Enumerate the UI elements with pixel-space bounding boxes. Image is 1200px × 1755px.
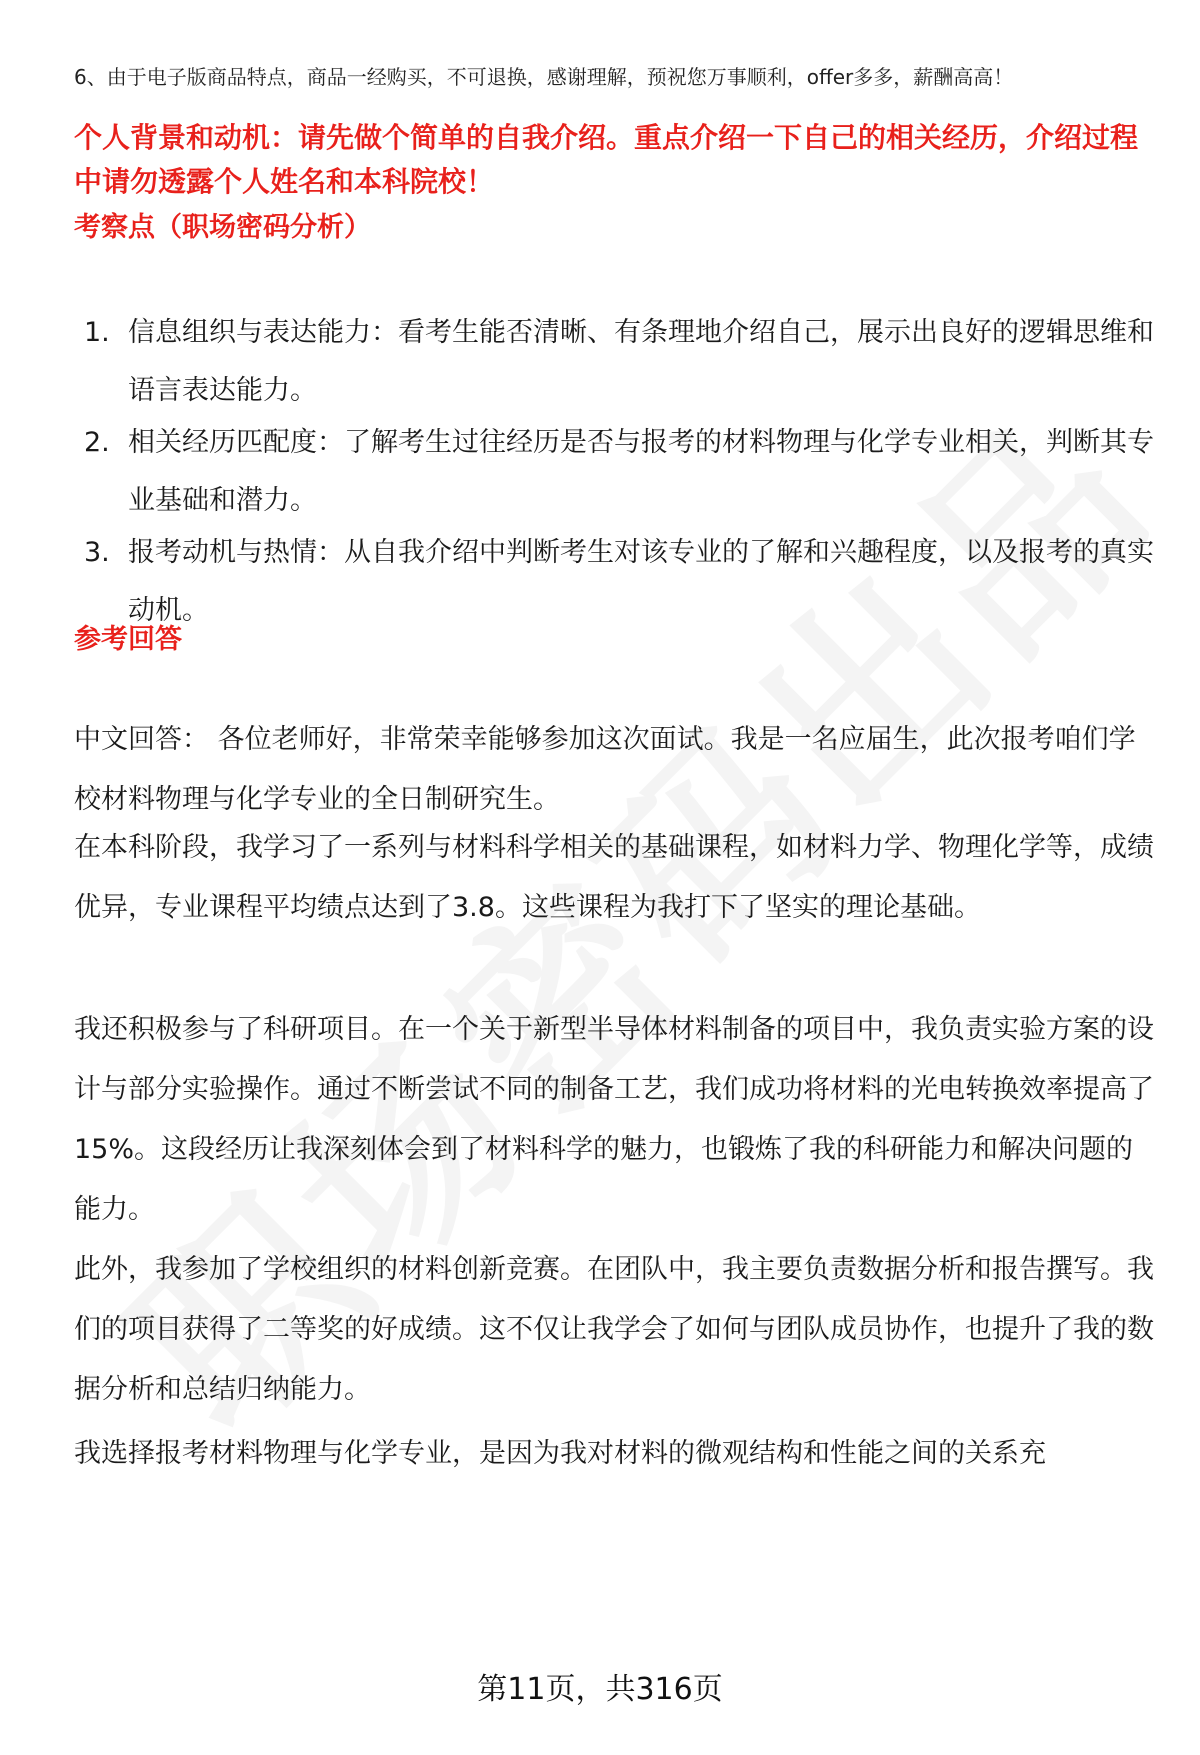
key-point-item — [74, 414, 1154, 530]
key-point-number: 3. — [84, 537, 110, 568]
reference-answer-heading: 参考回答 — [74, 624, 182, 655]
answer-paragraph: 在本科阶段，我学习了一系列与材料科学相关的基础课程，如材料力学、物理化学等，成绩优异，专业课程平均绩点达到了3.8。这些课程为我打下了坚实的理论基础。 — [74, 832, 1154, 923]
key-point-item — [74, 524, 1154, 640]
answer-paragraph: 我选择报考材料物理与化学专业，是因为我对材料的微观结构和性能之间的关系充 — [74, 1438, 1046, 1469]
key-points-list — [74, 304, 1154, 640]
key-point-text: 信息组织与表达能力：看考生能否清晰、有条理地介绍自己，展示出良好的逻辑思维和语言表达能力。 — [128, 317, 1154, 406]
page-number-footer: 第11页，共316页 — [477, 1672, 723, 1707]
question-title: 个人背景和动机：请先做个简单的自我介绍。重点介绍一下自己的相关经历，介绍过程中请勿透露个人姓名和本科院校！ — [74, 121, 1139, 198]
key-point-text: 报考动机与热情：从自我介绍中判断考生对该专业的了解和兴趣程度，以及报考的真实动机。 — [128, 537, 1154, 626]
key-points-heading: 考察点（职场密码分析） — [74, 212, 371, 243]
key-point-number: 1. — [84, 317, 110, 348]
purchase-notice: 6、由于电子版商品特点，商品一经购买，不可退换，感谢理解，预祝您万事顺利，offer多多，薪酬高高！ — [74, 65, 1014, 89]
key-point-number: 2. — [84, 427, 110, 458]
answer-paragraph: 中文回答： 各位老师好，非常荣幸能够参加这次面试。我是一名应届生，此次报考咱们学校材料物理与化学专业的全日制研究生。 — [74, 724, 1136, 815]
answer-paragraph: 此外，我参加了学校组织的材料创新竞赛。在团队中，我主要负责数据分析和报告撰写。我们的项目获得了二等奖的好成绩。这不仅让我学会了如何与团队成员协作，也提升了我的数据分析和总结归纳能力。 — [74, 1254, 1154, 1405]
answer-paragraph: 我还积极参与了科研项目。在一个关于新型半导体材料制备的项目中，我负责实验方案的设计与部分实验操作。通过不断尝试不同的制备工艺，我们成功将材料的光电转换效率提高了15%。这段经历让我深刻体会到了材料科学的魅力，也锻炼了我的科研能力和解决问题的能力。 — [74, 1014, 1154, 1225]
key-point-text: 相关经历匹配度：了解考生过往经历是否与报考的材料物理与化学专业相关，判断其专业基础和潜力。 — [128, 427, 1154, 516]
key-point-item — [74, 304, 1154, 420]
